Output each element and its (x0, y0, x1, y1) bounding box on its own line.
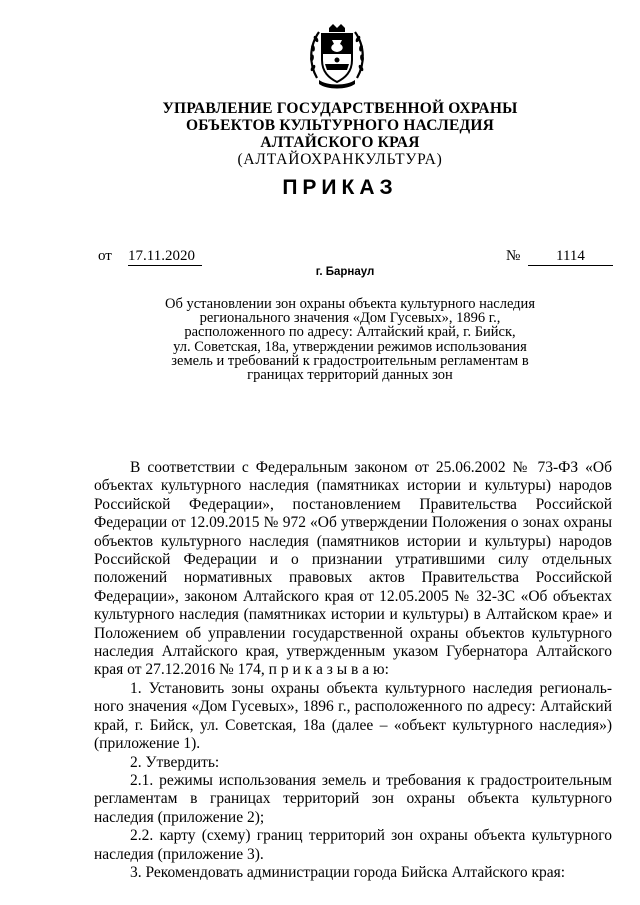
subject-line: Об установлении зон охраны объекта культурного наследия (165, 296, 535, 312)
number-label: № (506, 248, 521, 264)
item-2-1-paragraph: 2.1. режимы использования земель и требования к градостроительным регламентам в границах территорий зон охраны объекта культурного наследия (приложение 2); (94, 771, 612, 826)
document-number: 1114 (528, 248, 613, 266)
city-name: г. Барнаул (315, 266, 375, 278)
header-line: АЛТАЙСКОГО КРАЯ (260, 134, 420, 151)
organization-header (150, 100, 530, 168)
subject-line: границах территорий данных зон (247, 367, 453, 384)
subject-line: регионального значения «Дом Гусевых», 1896 г., (199, 310, 501, 327)
document-type-title: ПРИКАЗ (282, 176, 398, 199)
document-body (94, 459, 612, 882)
document-date: 17.11.2020 (128, 248, 202, 266)
subject-line: земель и требований к градостроительным регламентам в (171, 352, 529, 369)
intro-paragraph: В соответствии с Федеральным законом от 25.06.2002 № 73-ФЗ «Об объектах культурного наследия (памятниках истории и культуры) народов Российской Федерации», постановлением Правительства Российской Федерации от 12.09.2015 № 972 «Об утверждении Положения о зонах охраны объектов культурного наследия (памятников истории и культуры) народов Российской Федерации и о признании утратившими силу отдельных положений нормативных правовых актов Правительства Российской Федерации», законом Алтайского края от 12.05.2005 № 32-ЗС «Об объектах культурного наследия (памятниках истории и культуры) в Алтайском крае» и Положением об управлении государственной охраны объектов культурного наследия Алтайского края, утвержденным указом Губернатора Алтайского края от 27.12.2016 № 174, п р и к а з ы в а ю: (94, 459, 612, 679)
subject-line: расположенного по адресу: Алтайский край, г. Бийск, (184, 324, 516, 341)
item-2-paragraph: 2. Утвердить: (130, 753, 220, 771)
header-line: ОБЪЕКТОВ КУЛЬТУРНОГО НАСЛЕДИЯ (185, 117, 495, 134)
header-line: (АЛТАЙОХРАНКУЛЬТУРА) (237, 151, 443, 168)
item-3-paragraph: 3. Рекомендовать администрации города Бийска Алтайского края: (130, 863, 566, 881)
item-1-paragraph: 1. Установить зоны охраны объекта культурного наследия региональ-ного значения «Дом Гусевых», 1896 г., расположенного по адресу: Алтайский край, г. Бийск, ул. Советская, 18а (далее – «объект культурного наследия») (приложение 1). (94, 679, 612, 753)
altai-krai-coat-of-arms-icon (307, 20, 367, 92)
subject-line: ул. Советская, 18а, утверждении режимов использования (173, 338, 527, 355)
date-label: от (98, 248, 112, 264)
header-line: УПРАВЛЕНИЕ ГОСУДАРСТВЕННОЙ ОХРАНЫ (162, 100, 518, 117)
document-subject (130, 297, 570, 382)
item-2-2-paragraph: 2.2. карту (схему) границ территорий зон охраны объекта культурного наследия (приложение 3). (94, 827, 612, 863)
